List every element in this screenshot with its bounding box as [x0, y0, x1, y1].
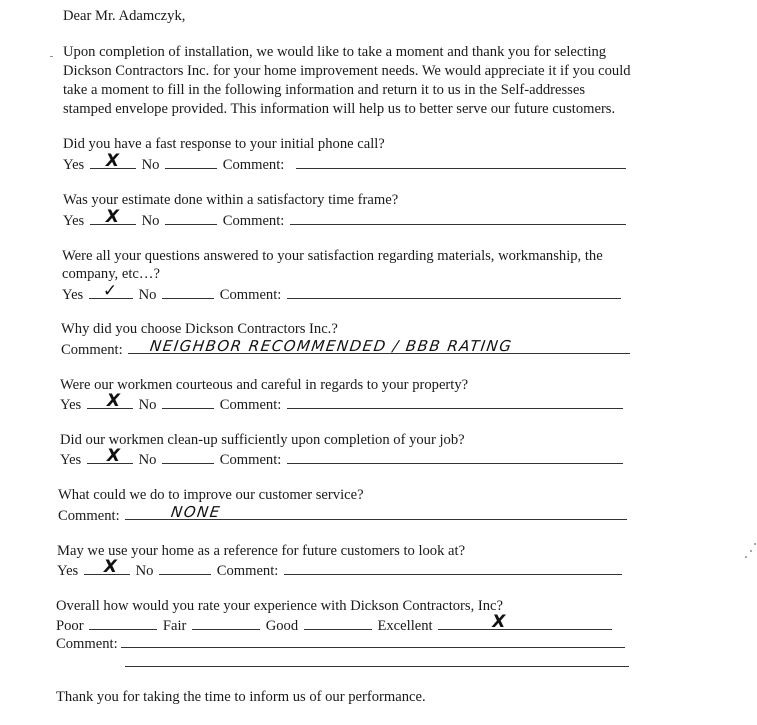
- question-7-answer-row: [58, 503, 629, 525]
- question-8-answer-row: [57, 557, 624, 580]
- no-label: No: [138, 287, 157, 303]
- comment-label: Comment:: [222, 213, 285, 229]
- question-1-text: Did you have a fast response to your initial phone call?: [63, 136, 385, 152]
- rating-options-row: [56, 612, 614, 635]
- comment-value: NEIGHBOR RECOMMENDED / BBB RATING: [149, 337, 515, 355]
- question-6-answer-row: [60, 446, 625, 469]
- yes-field[interactable]: [90, 151, 136, 171]
- intro-line: stamped envelope provided. This information will help us to better serve our future customers.: [63, 101, 616, 117]
- no-field[interactable]: [165, 155, 217, 169]
- yes-field[interactable]: [84, 557, 130, 577]
- yes-label: Yes: [63, 157, 85, 173]
- yes-mark: X: [103, 557, 118, 577]
- scan-speck: [754, 543, 756, 545]
- no-label: No: [141, 157, 160, 173]
- yes-mark: X: [106, 446, 121, 466]
- no-field[interactable]: [165, 211, 217, 225]
- rating-comment-line-2[interactable]: [125, 666, 629, 667]
- no-field[interactable]: [162, 450, 214, 464]
- comment-field[interactable]: [290, 211, 626, 225]
- question-2-answer-row: [63, 207, 628, 230]
- yes-mark: X: [105, 207, 120, 227]
- rating-question: Overall how would you rate your experience with Dickson Contractors, Inc?: [56, 598, 503, 614]
- scan-speck: [50, 56, 53, 57]
- rating-selected-mark: X: [492, 612, 506, 632]
- comment-value: NONE: [170, 503, 223, 521]
- comment-field[interactable]: [125, 503, 627, 521]
- no-label: No: [135, 563, 154, 579]
- question-4-text: Why did you choose Dickson Contractors Inc.?: [61, 321, 338, 337]
- comment-label: Comment:: [216, 563, 279, 579]
- question-5-answer-row: [60, 391, 625, 414]
- comment-field[interactable]: [287, 285, 621, 299]
- scan-speck: [750, 550, 752, 552]
- comment-label: Comment:: [58, 508, 120, 524]
- comment-field[interactable]: [284, 561, 622, 575]
- scan-speck: [745, 556, 747, 558]
- comment-field[interactable]: [128, 337, 630, 355]
- no-field[interactable]: [162, 395, 214, 409]
- rating-field-excellent[interactable]: [438, 612, 612, 632]
- intro-line: take a moment to fill in the following information and return it to us in the Self-addresses: [63, 82, 586, 98]
- yes-field[interactable]: [90, 207, 136, 227]
- yes-field[interactable]: [87, 391, 133, 411]
- intro-line: Dickson Contractors Inc. for your home improvement needs. We would appreciate it if you could: [63, 63, 631, 79]
- question-2-text: Was your estimate done within a satisfactory time frame?: [63, 192, 399, 208]
- yes-label: Yes: [60, 397, 82, 413]
- question-5-text: Were our workmen courteous and careful in regards to your property?: [60, 377, 469, 393]
- question-1-answer-row: [63, 151, 628, 174]
- comment-label: Comment:: [219, 287, 282, 303]
- intro-line: Upon completion of installation, we would like to take a moment and thank you for selecting: [63, 44, 607, 60]
- comment-label: Comment:: [219, 452, 282, 468]
- closing-text: Thank you for taking the time to inform us of our performance.: [56, 689, 426, 705]
- yes-field[interactable]: [89, 281, 133, 301]
- yes-label: Yes: [62, 287, 84, 303]
- question-8-text: May we use your home as a reference for future customers to look at?: [57, 543, 466, 559]
- question-6-text: Did our workmen clean-up sufficiently upon completion of your job?: [60, 432, 465, 448]
- question-3-text: Were all your questions answered to your satisfaction regarding materials, workmanship, the: [62, 248, 603, 264]
- rating-comment-field[interactable]: [121, 634, 625, 648]
- rating-option-poor: Poor: [56, 618, 84, 634]
- yes-mark: X: [105, 151, 120, 171]
- question-3-answer-row: [62, 281, 623, 304]
- rating-field-fair[interactable]: [192, 616, 260, 630]
- question-3-text-cont: company, etc…?: [62, 266, 160, 282]
- rating-field-good[interactable]: [304, 616, 372, 630]
- yes-label: Yes: [57, 563, 79, 579]
- comment-label: Comment:: [219, 397, 282, 413]
- no-field[interactable]: [159, 561, 211, 575]
- no-label: No: [138, 452, 157, 468]
- no-label: No: [141, 213, 160, 229]
- comment-field[interactable]: [296, 155, 626, 169]
- yes-label: Yes: [63, 213, 85, 229]
- yes-field[interactable]: [87, 446, 133, 466]
- question-7-text: What could we do to improve our customer service?: [58, 487, 364, 503]
- yes-label: Yes: [60, 452, 82, 468]
- rating-option-excellent: Excellent: [377, 618, 433, 634]
- yes-mark: X: [106, 391, 121, 411]
- question-4-answer-row: [61, 337, 632, 359]
- yes-mark: ✓: [102, 281, 118, 301]
- salutation: Dear Mr. Adamczyk,: [63, 8, 186, 24]
- comment-label: Comment:: [61, 342, 123, 358]
- comment-field[interactable]: [287, 395, 623, 409]
- no-field[interactable]: [162, 285, 214, 299]
- no-label: No: [138, 397, 157, 413]
- comment-field[interactable]: [287, 450, 623, 464]
- rating-option-good: Good: [265, 618, 299, 634]
- comment-label: Comment:: [222, 157, 285, 173]
- rating-option-fair: Fair: [162, 618, 187, 634]
- rating-field-poor[interactable]: [89, 616, 157, 630]
- rating-comment-row: [56, 634, 627, 653]
- comment-label: Comment:: [56, 636, 118, 652]
